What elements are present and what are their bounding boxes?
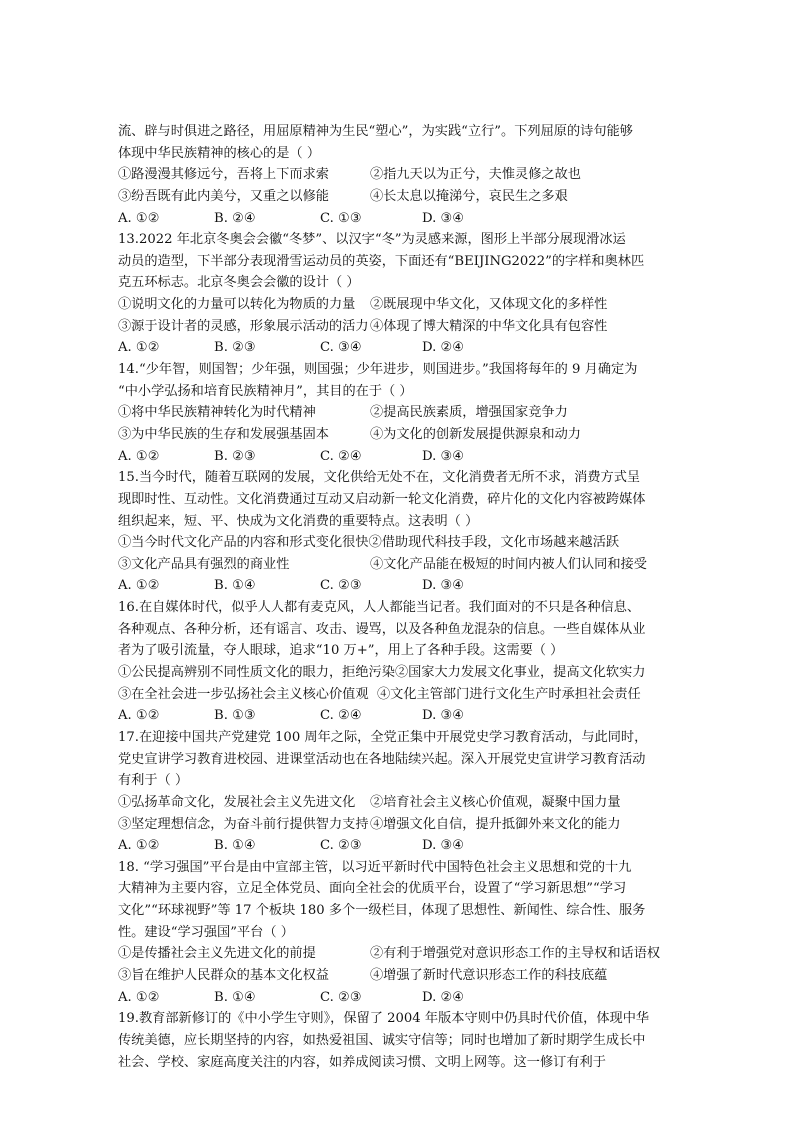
question-18 — [118, 857, 678, 1008]
choice-a: A. ①② — [118, 578, 160, 594]
question-17 — [118, 727, 678, 857]
option-row — [118, 402, 678, 424]
question-stem-line: 17.在迎接中国共产党建党 100 周年之际，全党正集中开展党史学习教育活动，与此同时， — [118, 729, 648, 745]
option-1: ①当今时代文化产品的内容和形式变化很快 — [118, 535, 369, 551]
option-1: ①弘扬革命文化，发展社会主义先进文化 — [118, 794, 356, 810]
option-row — [118, 424, 678, 446]
choice-c: C. ②④ — [320, 448, 362, 464]
choice-a: A. ①② — [118, 708, 160, 724]
choice-b: B. ①③ — [214, 708, 256, 724]
question-stem-line: 党史宣讲学习教育进校园、进课堂活动也在各地陆续兴起。深入开展党史宣讲学习教育活动 — [118, 751, 646, 767]
option-row — [118, 554, 678, 576]
option-row — [118, 965, 678, 987]
question-stem-line: 动员的造型，下半部分表现滑雪运动员的英姿，下面还有“BEIJING2022”的字样和奥林匹 — [118, 253, 645, 269]
option-3: ③源于设计者的灵感，形象展示活动的活力 — [118, 318, 369, 334]
question-stem-line: 体现中华民族精神的核心的是（ ） — [118, 145, 321, 161]
choice-c: C. ③④ — [320, 340, 362, 356]
option-4: ④体现了博大精深的中华文化具有包容性 — [370, 318, 608, 334]
question-stem-line: 者为了吸引流量，夺人眼球，追求“10 万+”，用上了各种手段。这需要（ ） — [118, 643, 564, 659]
question-stem-line: 传统美德，应长期坚持的内容，如热爱祖国、诚实守信等；同时也增加了新时期学生成长中 — [118, 1032, 646, 1048]
option-row — [118, 316, 678, 338]
question-stem-line: 19.教育部新修订的《中小学生守则》，保留了 2004 年版本守则中仍具时代价值，体现中华 — [118, 1011, 650, 1027]
question-stem-line: 16.在自媒体时代，似乎人人都有麦克风，人人都能当记者。我们面对的不只是各种信息、 — [118, 600, 641, 616]
choice-d: D. ③④ — [422, 838, 465, 854]
option-row — [118, 164, 678, 186]
option-2: ②有利于增强党对意识形态工作的主导权和话语权 — [370, 946, 661, 962]
question-stem-line: 大精神为主要内容，立足全体党员、面向全社会的优质平台，设置了“学习新思想”“学习 — [118, 881, 627, 897]
answer-choices — [118, 835, 678, 857]
choice-d: D. ②④ — [422, 340, 465, 356]
option-1: ①路漫漫其修远兮，吾将上下而求索 — [118, 167, 329, 183]
option-2: ②既展现中华文化，又体现文化的多样性 — [370, 297, 608, 313]
question-19 — [118, 1008, 678, 1073]
option-4: ④为文化的创新发展提供源泉和动力 — [370, 426, 581, 442]
option-3: ③旨在维护人民群众的基本文化权益 — [118, 967, 329, 983]
question-stem-line: “中小学弘扬和培育民族精神月”，其目的在于（ ） — [118, 383, 413, 399]
option-1: ①公民提高辨别不同性质文化的眼力，拒绝污染 — [118, 665, 395, 681]
option-row — [118, 294, 678, 316]
option-2: ②提高民族素质，增强国家竞争力 — [370, 405, 568, 421]
option-2: ②国家大力发展文化事业，提高文化软实力 — [394, 665, 646, 681]
question-16 — [118, 597, 678, 727]
choice-d: D. ③④ — [422, 448, 465, 464]
choice-a: A. ①② — [118, 210, 160, 226]
answer-choices — [118, 446, 678, 468]
choice-b: B. ①④ — [214, 578, 256, 594]
question-stem-line: 克五环标志。北京冬奥会会徽的设计（ ） — [118, 275, 360, 291]
question-14 — [118, 359, 678, 467]
choice-c: C. ②③ — [320, 838, 362, 854]
option-4: ④文化产品能在极短的时间内被人们认同和接受 — [370, 556, 647, 572]
choice-b: B. ②③ — [214, 340, 256, 356]
choice-b: B. ②④ — [214, 210, 256, 226]
choice-a: A. ①② — [118, 340, 160, 356]
choice-b: B. ①④ — [214, 838, 256, 854]
option-1: ①将中华民族精神转化为时代精神 — [118, 405, 316, 421]
option-row — [118, 186, 678, 208]
option-3: ③在全社会进一步弘扬社会主义核心价值观 — [118, 686, 369, 702]
option-4: ④增强了新时代意识形态工作的科技底蕴 — [370, 967, 608, 983]
option-4: ④文化主管部门进行文化生产时承担社会责任 — [376, 686, 641, 702]
answer-choices — [118, 575, 678, 597]
choice-a: A. ①② — [118, 838, 160, 854]
question-stem-line: 组织起来，短、平、快成为文化消费的重要特点。这表明（ ） — [118, 513, 479, 529]
choice-c: C. ①③ — [320, 210, 362, 226]
option-1: ①是传播社会主义先进文化的前提 — [118, 946, 316, 962]
question-12 — [118, 121, 678, 229]
question-stem-line: 18. “学习强国”平台是由中宣部主管，以习近平新时代中国特色社会主义思想和党的十九 — [118, 859, 632, 875]
choice-c: C. ②④ — [320, 708, 362, 724]
option-2: ②指九天以为正兮，夫惟灵修之故也 — [370, 167, 581, 183]
choice-d: D. ②④ — [422, 989, 465, 1005]
choice-b: B. ①④ — [214, 989, 256, 1005]
answer-choices — [118, 987, 678, 1009]
question-stem-line: 性。建设“学习强国”平台（ ） — [118, 924, 294, 940]
question-stem-line: 14.“少年智，则国智；少年强，则国强；少年进步，则国进步。”我国将每年的 9 月确定为 — [118, 362, 638, 378]
question-stem-line: 社会、学校、家庭高度关注的内容，如养成阅读习惯、文明上网等。这一修订有利于 — [118, 1054, 606, 1070]
option-2: ②借助现代科技手段，文化市场越来越活跃 — [368, 535, 620, 551]
choice-b: B. ②③ — [214, 448, 256, 464]
question-stem-line: 各种观点、各种分析，还有谣言、攻击、谩骂，以及各种鱼龙混杂的信息。一些自媒体从业 — [118, 621, 646, 637]
question-stem-line: 13.2022 年北京冬奥会会徽“冬梦”、以汉字“冬”为灵感来源，图形上半部分展现滑冰运 — [118, 232, 626, 248]
question-13 — [118, 229, 678, 359]
option-3: ③为中华民族的生存和发展强基固本 — [118, 426, 329, 442]
option-1: ①说明文化的力量可以转化为物质的力量 — [118, 297, 356, 313]
choice-c: C. ②③ — [320, 989, 362, 1005]
option-row — [118, 532, 678, 554]
choice-d: D. ③④ — [422, 708, 465, 724]
answer-choices — [118, 337, 678, 359]
question-stem-line: 现即时性、互动性。文化消费通过互动又启动新一轮文化消费，碎片化的文化内容被跨媒体 — [118, 491, 646, 507]
question-stem-line: 文化”“环球视野”等 17 个板块 180 多个一级栏目，体现了思想性、新闻性、综合性、服务 — [118, 903, 646, 919]
option-3: ③文化产品具有强烈的商业性 — [118, 556, 290, 572]
option-row — [118, 943, 678, 965]
option-row — [118, 792, 678, 814]
choice-d: D. ③④ — [422, 210, 465, 226]
option-3: ③纷吾既有此内美兮，又重之以修能 — [118, 188, 329, 204]
question-stem-line: 15.当今时代，随着互联网的发展，文化供给无处不在，文化消费者无所不求，消费方式呈 — [118, 470, 641, 486]
choice-a: A. ①② — [118, 448, 160, 464]
question-stem-line: 有利于（ ） — [118, 773, 189, 789]
exam-page — [118, 121, 678, 1073]
choice-d: D. ③④ — [422, 578, 465, 594]
choice-a: A. ①② — [118, 989, 160, 1005]
option-4: ④长太息以掩涕兮，哀民生之多艰 — [370, 188, 568, 204]
option-row — [118, 662, 678, 684]
answer-choices — [118, 705, 678, 727]
option-4: ④增强文化自信，提升抵御外来文化的能力 — [370, 816, 621, 832]
option-row — [118, 814, 678, 836]
option-2: ②培育社会主义核心价值观，凝聚中国力量 — [370, 794, 621, 810]
answer-choices — [118, 208, 678, 230]
question-15 — [118, 467, 678, 597]
choice-c: C. ②③ — [320, 578, 362, 594]
option-row — [118, 684, 678, 706]
question-stem-line: 流、辟与时俱进之路径，用屈原精神为生民“塑心”，为实践“立行”。下列屈原的诗句能够 — [118, 124, 633, 139]
option-3: ③坚定理想信念，为奋斗前行提供智力支持 — [118, 816, 369, 832]
